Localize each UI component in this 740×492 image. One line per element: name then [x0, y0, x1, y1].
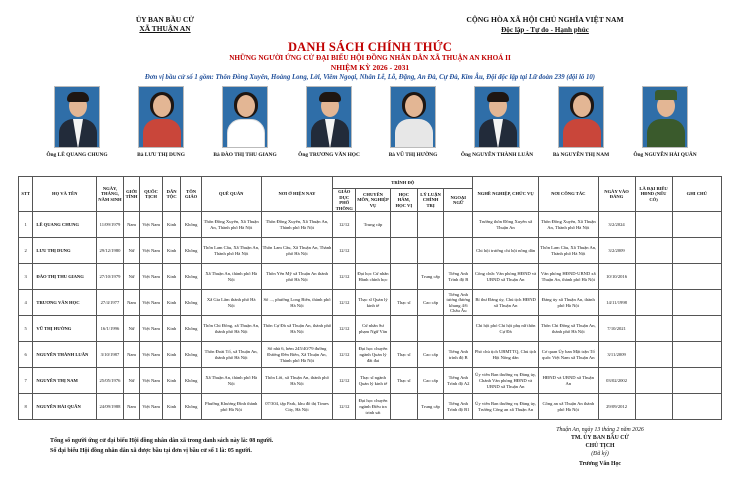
table-cell: Không — [181, 212, 202, 238]
table-cell: 07/304, tập Park, khu đô thị Times City, Hà Nội — [261, 394, 333, 420]
table-cell — [672, 316, 721, 342]
table-cell — [444, 238, 473, 264]
table-cell — [635, 394, 672, 420]
candidate-card — [40, 86, 114, 158]
table-cell: 11/09/1979 — [97, 212, 124, 238]
table-cell: Việt Nam — [140, 212, 163, 238]
table-cell: Trung cấp — [356, 212, 391, 238]
summary-block — [50, 436, 470, 456]
table-cell: Cao cấp — [417, 368, 444, 394]
table-cell: TRƯƠNG VĂN HỌC — [33, 290, 97, 316]
candidate-portrait — [642, 86, 688, 148]
table-cell: Nam — [123, 394, 139, 420]
table-cell: Cơ quan Ủy ban Mặt trận Tổ quốc Việt Nam xã Thuận An — [538, 342, 598, 368]
table-cell: Tiếng Anh trình độ B — [444, 342, 473, 368]
table-row — [19, 316, 722, 342]
table-cell — [635, 316, 672, 342]
table-cell: Phó chủ tịch UBMTTQ, Chủ tịch Hội Nông dân — [473, 342, 539, 368]
table-cell: Kinh — [162, 238, 180, 264]
table-row — [19, 342, 722, 368]
col-header: QUÊ QUÁN — [201, 177, 261, 212]
table-cell — [417, 238, 444, 264]
table-cell — [672, 212, 721, 238]
table-cell — [635, 212, 672, 238]
term-line: NHIỆM KỲ 2026 - 2031 — [330, 63, 410, 72]
table-cell: Thôn Lam Cầu, Xã Thuận An, Thành phố Hà Nội — [201, 238, 261, 264]
table-cell — [635, 238, 672, 264]
table-cell — [417, 212, 444, 238]
candidate-card — [292, 86, 366, 158]
table-cell: 3/10/1987 — [97, 342, 124, 368]
table-cell: Đảng ủy xã Thuận An, thành phố Hà Nội — [538, 290, 598, 316]
motto-line-1: CỘNG HÒA XÃ HỘI CHỦ NGHĨA VIỆT NAM — [466, 15, 624, 24]
table-cell: 6 — [19, 342, 33, 368]
table-cell: Chi hội trưởng chi hội nông dân — [473, 238, 539, 264]
table-cell: Thôn Đoài Tổ, xã Thuận An, thành phố Hà Nội — [201, 342, 261, 368]
candidate-card — [208, 86, 282, 158]
table-cell: Đại học chuyên ngành Quản lý đất đai — [356, 342, 391, 368]
table-cell: Việt Nam — [140, 316, 163, 342]
table-cell: 12/12 — [333, 316, 356, 342]
table-cell: Kinh — [162, 342, 180, 368]
table-cell: Tiếng Anh Trình độ B1 — [444, 394, 473, 420]
table-cell: Ủy viên Ban thường vụ Đảng ủy, Trưởng Công an xã Thuận An — [473, 394, 539, 420]
table-cell: Thôn Yên Mỹ xã Thuận An thành phố Hà Nội — [261, 264, 333, 290]
table-cell: Nữ — [123, 264, 139, 290]
table-cell: Kinh — [162, 212, 180, 238]
table-cell: Thôn Lời, xã Thuận An, thành phố Hà Nội — [261, 368, 333, 394]
table-cell: Tiếng Anh Trình độ A2 — [444, 368, 473, 394]
table-cell — [635, 342, 672, 368]
table-cell: Thôn Lam Cầu, Xã Thuận An, Thành phố Hà Nội — [261, 238, 333, 264]
sign-date: Thuận An, ngày 13 tháng 2 năm 2026 — [556, 427, 644, 433]
table-cell: Công chức Văn phòng HĐND và UBND xã Thuận An — [473, 264, 539, 290]
table-cell: Cử nhân Sư phạm Ngữ Văn — [356, 316, 391, 342]
table-cell — [672, 290, 721, 316]
table-row — [19, 368, 722, 394]
table-cell: Cao cấp — [417, 342, 444, 368]
col-header: DÂN TỘC — [162, 177, 180, 212]
table-cell — [635, 368, 672, 394]
table-cell: Số ..., phường Long Biên, thành phố Hà Nội — [261, 290, 333, 316]
table-cell: Thạc sĩ — [390, 342, 417, 368]
candidate-table — [18, 176, 722, 420]
table-cell: Thôn Chi Đông, xã Thuận An, thành phố Hà Nội — [201, 316, 261, 342]
candidate-caption: Bà ĐÀO THỊ THU GIANG — [213, 152, 277, 158]
table-cell — [672, 368, 721, 394]
table-cell: Đại học Cử nhân Hành chính học — [356, 264, 391, 290]
signed-note: (Đã ký) — [591, 451, 609, 457]
table-cell: Việt Nam — [140, 290, 163, 316]
candidate-card — [628, 86, 702, 158]
table-header-row — [19, 177, 722, 189]
col-header: QUỐC TỊCH — [140, 177, 163, 212]
candidate-photos — [40, 86, 700, 166]
table-body — [19, 212, 722, 420]
table-cell: 3/2/2009 — [598, 238, 635, 264]
table-cell: Cao cấp — [417, 290, 444, 316]
col-group-header: TRÌNH ĐỘ — [333, 177, 473, 189]
col-header: NƠI Ở HIỆN NAY — [261, 177, 333, 212]
col-header: HỌC HÀM, HỌC VỊ — [390, 189, 417, 212]
table-cell — [672, 264, 721, 290]
candidate-portrait — [474, 86, 520, 148]
table-cell: Thôn Đồng Xuyên, Xã Thuận An, Thành phố Hà Nội — [538, 212, 598, 238]
motto-line-2: Độc lập - Tự do - Hạnh phúc — [501, 26, 589, 34]
table-cell: 8 — [19, 394, 33, 420]
table-cell — [672, 238, 721, 264]
table-cell: 25/05/1976 — [97, 368, 124, 394]
table-cell: Không — [181, 342, 202, 368]
table-cell: 12/12 — [333, 238, 356, 264]
table-cell: Việt Nam — [140, 368, 163, 394]
table-cell: ĐÀO THỊ THU GIANG — [33, 264, 97, 290]
authority-line-1: ỦY BAN BẦU CỬ — [135, 15, 195, 24]
table-cell: Việt Nam — [140, 264, 163, 290]
table-cell: 29/12/1980 — [97, 238, 124, 264]
table-cell: 16/1/1996 — [97, 316, 124, 342]
candidate-portrait — [54, 86, 100, 148]
sign-title: CHỦ TỊCH — [585, 443, 615, 449]
table-cell: 12/12 — [333, 212, 356, 238]
table-cell: Trưởng thôn Đồng Xuyên xã Thuận An — [473, 212, 539, 238]
document-title: DANH SÁCH CHÍNH THỨC — [287, 40, 453, 54]
table-cell: Thôn Đồng Xuyên, Xã Thuận An, Thành phố Hà Nội — [261, 212, 333, 238]
table-cell: 12/12 — [333, 394, 356, 420]
table-row — [19, 290, 722, 316]
table-cell: Việt Nam — [140, 394, 163, 420]
candidate-caption: Ông NGUYỄN HẢI QUÂN — [633, 152, 697, 158]
table-cell — [390, 238, 417, 264]
table-cell: Trung cấp — [417, 264, 444, 290]
candidate-card — [376, 86, 450, 158]
table-cell: 14/11/1998 — [598, 290, 635, 316]
table-cell: 7 — [19, 368, 33, 394]
table-cell: 3 — [19, 264, 33, 290]
table-cell: 27/10/1979 — [97, 264, 124, 290]
table-cell: Thạc sĩ Quản lý kinh tế — [356, 290, 391, 316]
col-header: NGHỀ NGHIỆP, CHỨC VỤ — [473, 177, 539, 212]
table-cell: Chi hội phó Chi hội phụ nữ thôn Cự Đà — [473, 316, 539, 342]
table-cell: 5 — [19, 316, 33, 342]
table-cell: Thôn Chi Đông xã Thuận An, thành phố Hà Nội — [538, 316, 598, 342]
candidate-card — [460, 86, 534, 158]
signer-name: Trương Văn Học — [579, 461, 621, 467]
table-cell — [356, 238, 391, 264]
table-cell: Bí thư Đảng ủy, Chủ tịch HĐND xã Thuận An — [473, 290, 539, 316]
table-cell: Ủy viên Ban thường vụ Đảng ủy, Chánh Văn phòng HĐND và UBND xã Thuận An — [473, 368, 539, 394]
issuing-authority — [90, 15, 240, 33]
col-header: NGOẠI NGỮ — [444, 189, 473, 212]
table-cell: Tiếng Anh tương đương khung 4/6 Châu Âu — [444, 290, 473, 316]
table-row — [19, 238, 722, 264]
table-cell: 12/12 — [333, 290, 356, 316]
table-row — [19, 264, 722, 290]
candidate-card — [544, 86, 618, 158]
table-cell: Việt Nam — [140, 342, 163, 368]
table-cell: Nữ — [123, 316, 139, 342]
national-motto — [430, 15, 660, 35]
col-header: NGÀY VÀO ĐẢNG — [598, 177, 635, 212]
table-cell: Đại học chuyên ngành Điều tra trinh sát — [356, 394, 391, 420]
table-cell: 7/10/2021 — [598, 316, 635, 342]
table-cell: 4 — [19, 290, 33, 316]
candidate-table-wrapper — [18, 176, 722, 420]
table-cell: 12/12 — [333, 264, 356, 290]
candidate-card — [124, 86, 198, 158]
table-cell: Văn phòng HĐND-UBND xã Thuận An, thành phố Hà Nội — [538, 264, 598, 290]
col-header: STT — [19, 177, 33, 212]
table-cell — [635, 264, 672, 290]
candidate-caption: Ông LÊ QUANG CHUNG — [46, 152, 108, 158]
table-cell — [417, 316, 444, 342]
elected-count-line: Số đại biểu Hội đồng nhân dân xã được bầu tại đơn vị bầu cử số 1 là: 05 người. — [50, 448, 252, 454]
table-cell: Kinh — [162, 394, 180, 420]
table-cell: Thôn Cự Đà xã Thuận An, thành phố Hà Nội — [261, 316, 333, 342]
candidate-caption: Bà VŨ THỊ HƯỜNG — [388, 152, 438, 158]
col-header: TÔN GIÁO — [181, 177, 202, 212]
col-header: NƠI CÔNG TÁC — [538, 177, 598, 212]
col-header: NGÀY, THÁNG, NĂM SINH — [97, 177, 124, 212]
table-row — [19, 394, 722, 420]
table-cell — [390, 394, 417, 420]
table-cell: Xã Gia Lâm thành phố Hà Nội — [201, 290, 261, 316]
table-cell: Không — [181, 316, 202, 342]
authority-line-2: XÃ THUẬN AN — [139, 24, 191, 33]
table-cell: Xã Thuận An, thành phố Hà Nội — [201, 368, 261, 394]
candidate-caption: Bà LƯU THỊ DUNG — [137, 152, 185, 158]
candidate-caption: Ông NGUYỄN THÀNH LUÂN — [460, 152, 534, 158]
table-cell: Nam — [123, 290, 139, 316]
table-cell: 03/02/2002 — [598, 368, 635, 394]
sign-org: TM. ỦY BAN BẦU CỬ — [570, 435, 630, 441]
col-header: GHI CHÚ — [672, 177, 721, 212]
table-cell: Số nhà 6, hẻm 245/40/79 đường Đường Đên Biên, Xã Thuận An, Thành phố Hà Nội — [261, 342, 333, 368]
candidate-portrait — [306, 86, 352, 148]
table-cell: Nữ — [123, 238, 139, 264]
table-cell: Việt Nam — [140, 238, 163, 264]
candidate-caption: Ông TRƯƠNG VĂN HỌC — [298, 152, 360, 158]
table-cell: 3/2/2024 — [598, 212, 635, 238]
table-cell: Công an xã Thuận An thành phố Hà Nội — [538, 394, 598, 420]
table-cell: LÊ QUANG CHUNG — [33, 212, 97, 238]
candidate-caption: Bà NGUYỄN THỊ NAM — [552, 152, 610, 158]
table-cell: Trung cấp — [417, 394, 444, 420]
table-cell: Xã Thuận An, thành phố Hà Nội — [201, 264, 261, 290]
table-cell: Không — [181, 264, 202, 290]
table-cell: 1 — [19, 212, 33, 238]
col-header: CHUYÊN MÔN, NGHIỆP VỤ — [356, 189, 391, 212]
col-header: LÝ LUẬN CHÍNH TRỊ — [417, 189, 444, 212]
table-cell — [390, 264, 417, 290]
table-cell: NGUYỄN THÀNH LUÂN — [33, 342, 97, 368]
table-cell — [672, 342, 721, 368]
table-cell: 24/09/1988 — [97, 394, 124, 420]
col-header: GIỚI TÍNH — [123, 177, 139, 212]
table-cell: 2 — [19, 238, 33, 264]
table-cell — [444, 316, 473, 342]
table-cell: VŨ THỊ HƯỜNG — [33, 316, 97, 342]
total-candidates-line: Tổng số người ứng cử đại biểu Hội đồng nhân dân xã trong danh sách này là: 08 người. — [50, 438, 274, 444]
table-cell: Kinh — [162, 368, 180, 394]
table-cell: HĐND và UBND xã Thuận An — [538, 368, 598, 394]
table-cell — [444, 212, 473, 238]
col-header: LÀ ĐẠI BIỂU HĐND (NẾU CÓ) — [635, 177, 672, 212]
table-cell: Kinh — [162, 316, 180, 342]
table-cell: Thạc sĩ ngành Quản lý kinh tế — [356, 368, 391, 394]
table-cell — [390, 212, 417, 238]
table-cell: Nam — [123, 342, 139, 368]
table-cell: Tiếng Anh Trình độ B — [444, 264, 473, 290]
candidate-portrait — [138, 86, 184, 148]
table-cell: Không — [181, 394, 202, 420]
table-cell: 12/12 — [333, 342, 356, 368]
candidate-portrait — [390, 86, 436, 148]
table-cell: Không — [181, 238, 202, 264]
table-cell: Thôn Lam Cầu, Xã Thuận An, Thành phố Hà Nội — [538, 238, 598, 264]
table-cell — [672, 394, 721, 420]
col-header: HỌ VÀ TÊN — [33, 177, 97, 212]
table-cell: NGUYỄN HẢI QUÂN — [33, 394, 97, 420]
table-cell: Nữ — [123, 368, 139, 394]
table-cell: Kinh — [162, 290, 180, 316]
table-cell: Thạc sĩ — [390, 368, 417, 394]
table-cell — [635, 290, 672, 316]
document-subtitle: NHỮNG NGƯỜI ỨNG CỬ ĐẠI BIỂU HỘI ĐỒNG NHÂN DÂN XÃ THUẬN AN KHOÁ II — [229, 54, 511, 62]
electoral-unit-line: Đơn vị bầu cử số 1 gồm: Thôn Đồng Xuyên, Hoàng Long, Lời, Viêm Ngoại, Nhân Lễ, Lỗ, Đặng, An Đà, Cự Đà, Kim Âu, Đội độc lập tại Lữ đoàn 239 (đội lô 10) — [144, 74, 596, 81]
table-cell — [390, 316, 417, 342]
table-row — [19, 212, 722, 238]
table-cell: Kinh — [162, 264, 180, 290]
table-cell: Phường Khương Đình thành phố Hà Nội — [201, 394, 261, 420]
table-cell: Nam — [123, 212, 139, 238]
table-cell: Thôn Đồng Xuyên, Xã Thuận An, Thành phố Hà Nội — [201, 212, 261, 238]
table-cell: 27/4/1977 — [97, 290, 124, 316]
candidate-portrait — [558, 86, 604, 148]
candidate-portrait — [222, 86, 268, 148]
table-cell: 29/09/2012 — [598, 394, 635, 420]
col-header: GIÁO DỤC PHỔ THÔNG — [333, 189, 356, 212]
signature-block — [525, 426, 675, 468]
table-cell: 10/10/2016 — [598, 264, 635, 290]
table-cell: LƯU THỊ DUNG — [33, 238, 97, 264]
table-cell: Không — [181, 290, 202, 316]
table-cell: 12/12 — [333, 368, 356, 394]
table-cell: 3/11/2009 — [598, 342, 635, 368]
table-cell: Thạc sĩ — [390, 290, 417, 316]
table-cell: NGUYỄN THỊ NAM — [33, 368, 97, 394]
table-cell: Không — [181, 368, 202, 394]
